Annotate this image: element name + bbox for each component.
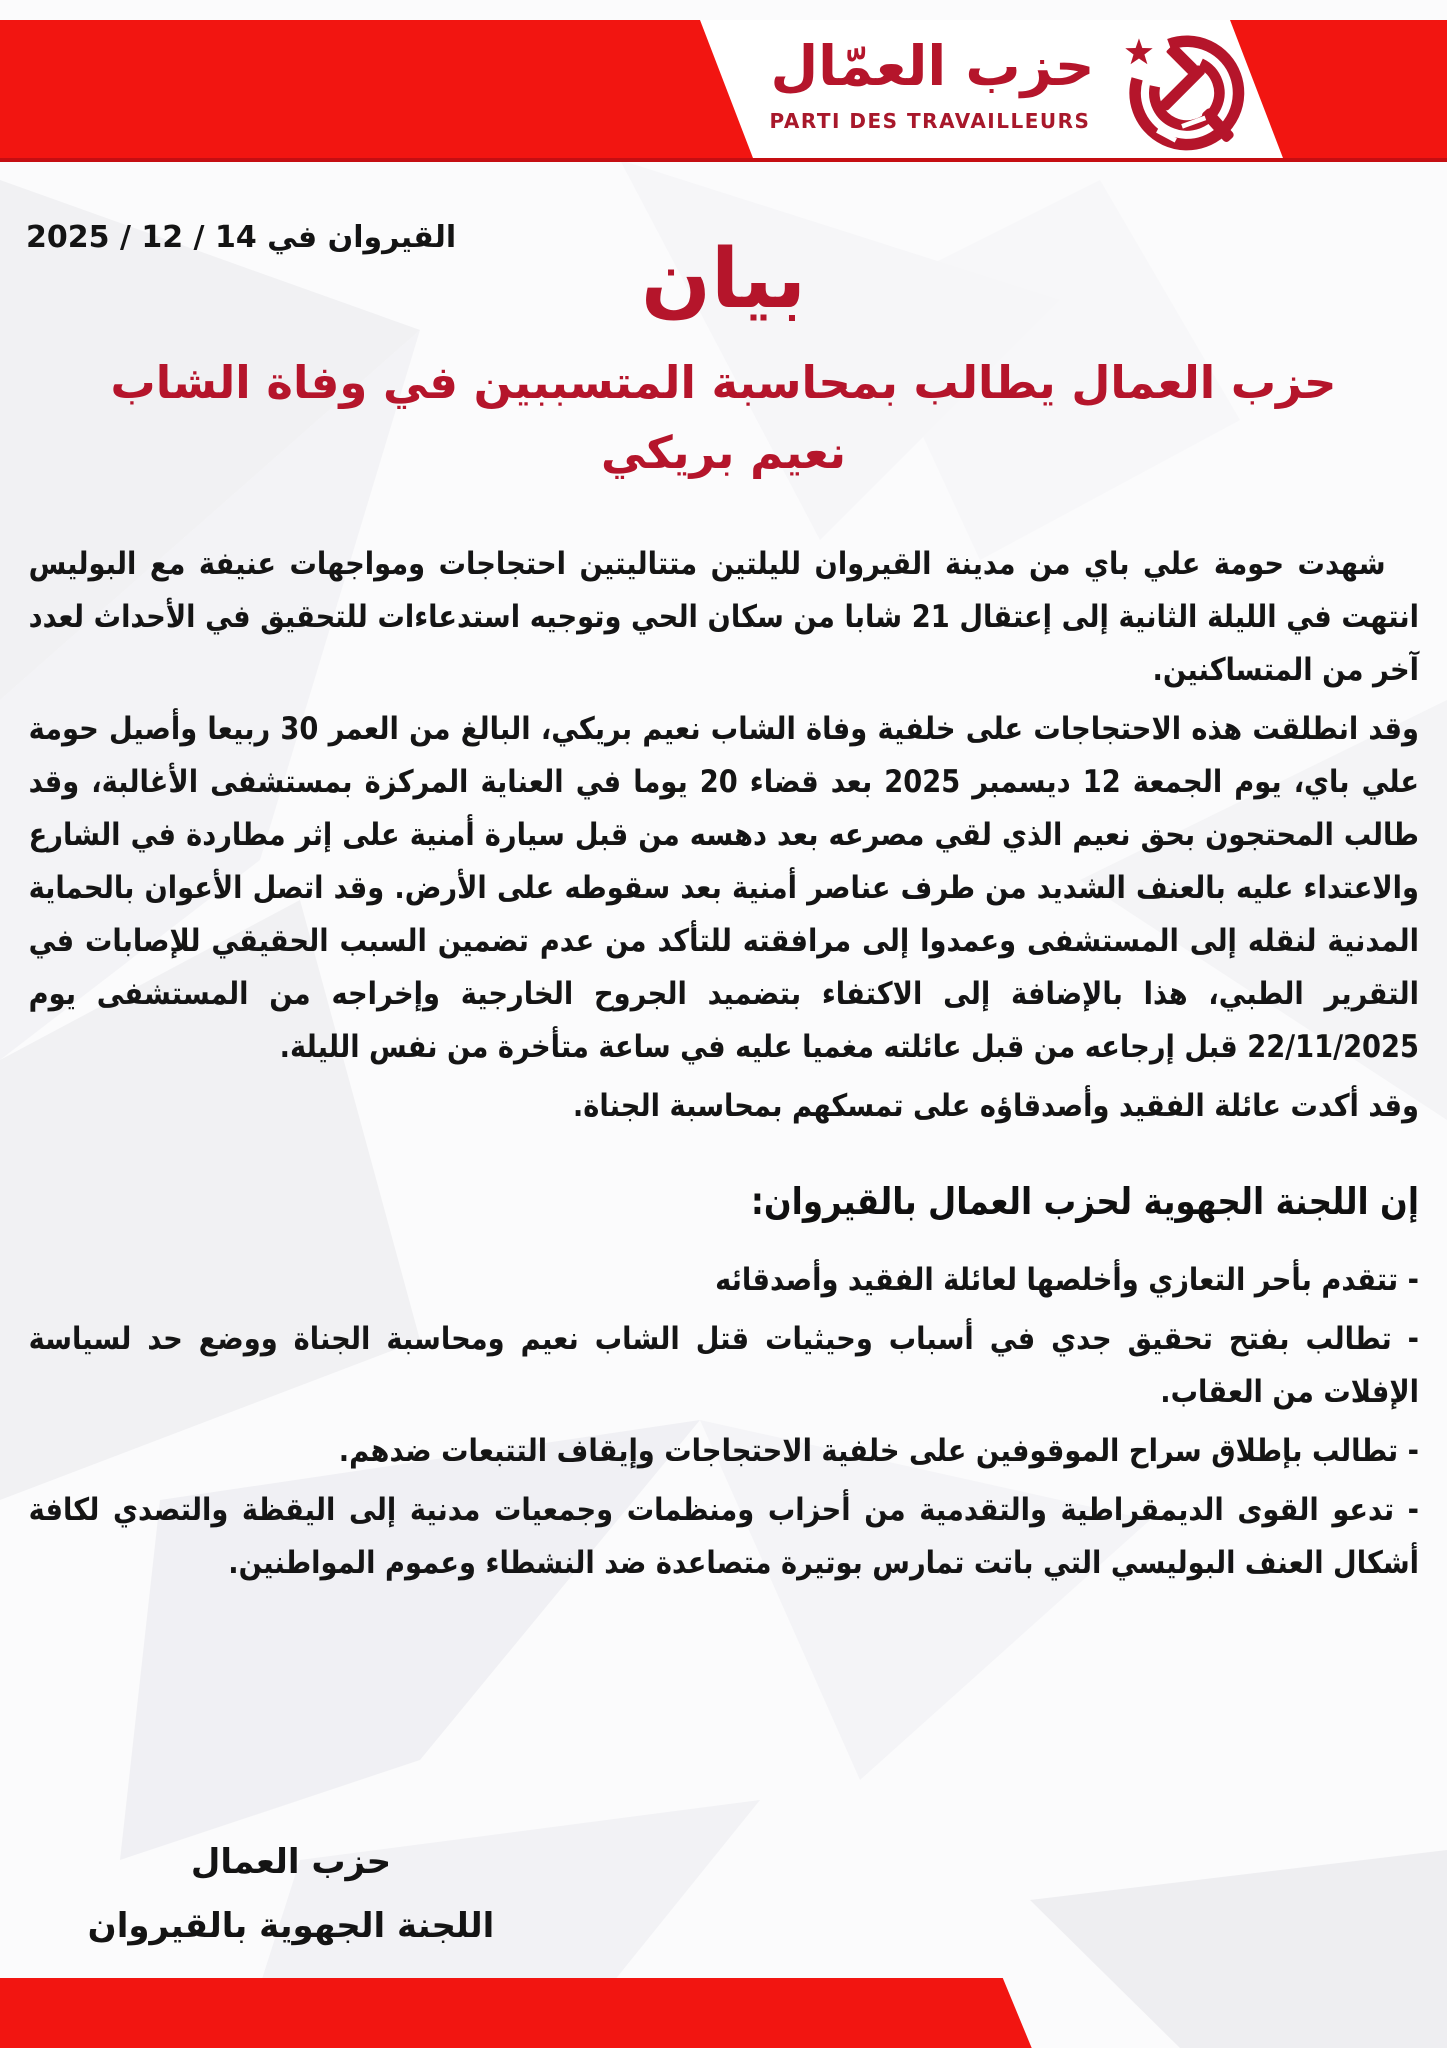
party-name-french: PARTI DES TRAVAILLEURS [769, 109, 1091, 133]
subtitle-line2: نعيم بريكي [600, 425, 847, 479]
paragraph-2: وقد انطلقت هذه الاحتجاجات على خلفية وفاة الشاب نعيم بريكي، البالغ من العمر 30 ربيعا وأصيل حومة علي باي، يوم الجمعة 12 ديسمبر 2025 بعد قضاء 20 يوما في العناية المركزة بمستشفى الأغالبة، وقد طالب المحتجون بحق نعيم الذي لقي مصرعه بعد دهسه من قبل سيارة أمنية على إثر مطاردة في الشارع والاعتداء عليه بالعنف الشديد من طرف عناصر أمنية بعد سقوطه على الأرض. وقد اتصل الأعوان بالحماية المدنية لنقله إلى المستشفى وعمدوا إلى مرافقته للتأكد من عدم تضمين السبب الحقيقي للإصابات في التقرير الطبي، هذا بالإضافة إلى الاكتفاء بتضميد الجروح الخارجية وإخراجه من المستشفى يوم 22/11/2025 قبل إرجاعه من قبل عائلته مغميا عليه في ساعة متأخرة من نفس الليلة. [28, 711, 1420, 1065]
paragraph-3: وقد أكدت عائلة الفقيد وأصدقاؤه على تمسكهم بمحاسبة الجناة. [572, 1088, 1419, 1124]
demand-item-call-democratic-forces: - تدعو القوى الديمقراطية والتقدمية من أحزاب ومنظمات وجمعيات مدنية إلى اليقظة والتصدي لكافة أشكال العنف البوليسي التي باتت تمارس بوتيرة متصاعدة ضد النشطاء وعموم المواطنين. [28, 1492, 1420, 1581]
signature-party: حزب العمال [190, 1842, 392, 1882]
subtitle-line1: حزب العمال يطالب بمحاسبة المتسببين في وفاة الشاب [110, 356, 1337, 409]
demands-heading: إن اللجنة الجهوية لحزب العمال بالقيروان: [750, 1180, 1419, 1223]
demand-item-release-detainees: - تطالب بإطلاق سراح الموقوفين على خلفية الاحتجاجات وإيقاف التتبعات ضدهم. [338, 1433, 1419, 1469]
statement-subtitle [0, 348, 1447, 488]
party-logo-icon [1116, 24, 1250, 158]
star-icon [1125, 38, 1152, 64]
statement-body [29, 538, 1419, 1590]
demand-item-condolences: - تتقدم بأحر التعازي وأخلصها لعائلة الفقيد وأصدقائه [715, 1262, 1419, 1298]
paragraph-1: شهدت حومة علي باي من مدينة القيروان لليلتين متتاليتين احتجاجات ومواجهات عنيفة مع البوليس انتهت في الليلة الثانية إلى إعتقال 21 شابا من سكان الحي وتوجيه استدعاءات للتحقيق في الأحداث لعدد آخر من المتساكنين. [28, 546, 1419, 688]
statement-title: بيان [640, 232, 807, 327]
dateline: القيروان في 14 / 12 / 2025 [26, 220, 457, 255]
demand-item-investigation: - تطالب بفتح تحقيق جدي في أسباب وحيثيات قتل الشاب نعيم ومحاسبة الجناة ووضع حد لسياسة الإفلات من العقاب. [28, 1321, 1419, 1410]
party-name-arabic: حزب العمّال [770, 34, 1095, 98]
signature-committee: اللجنة الجهوية بالقيروان [87, 1906, 495, 1946]
signature-block [76, 1842, 506, 1946]
